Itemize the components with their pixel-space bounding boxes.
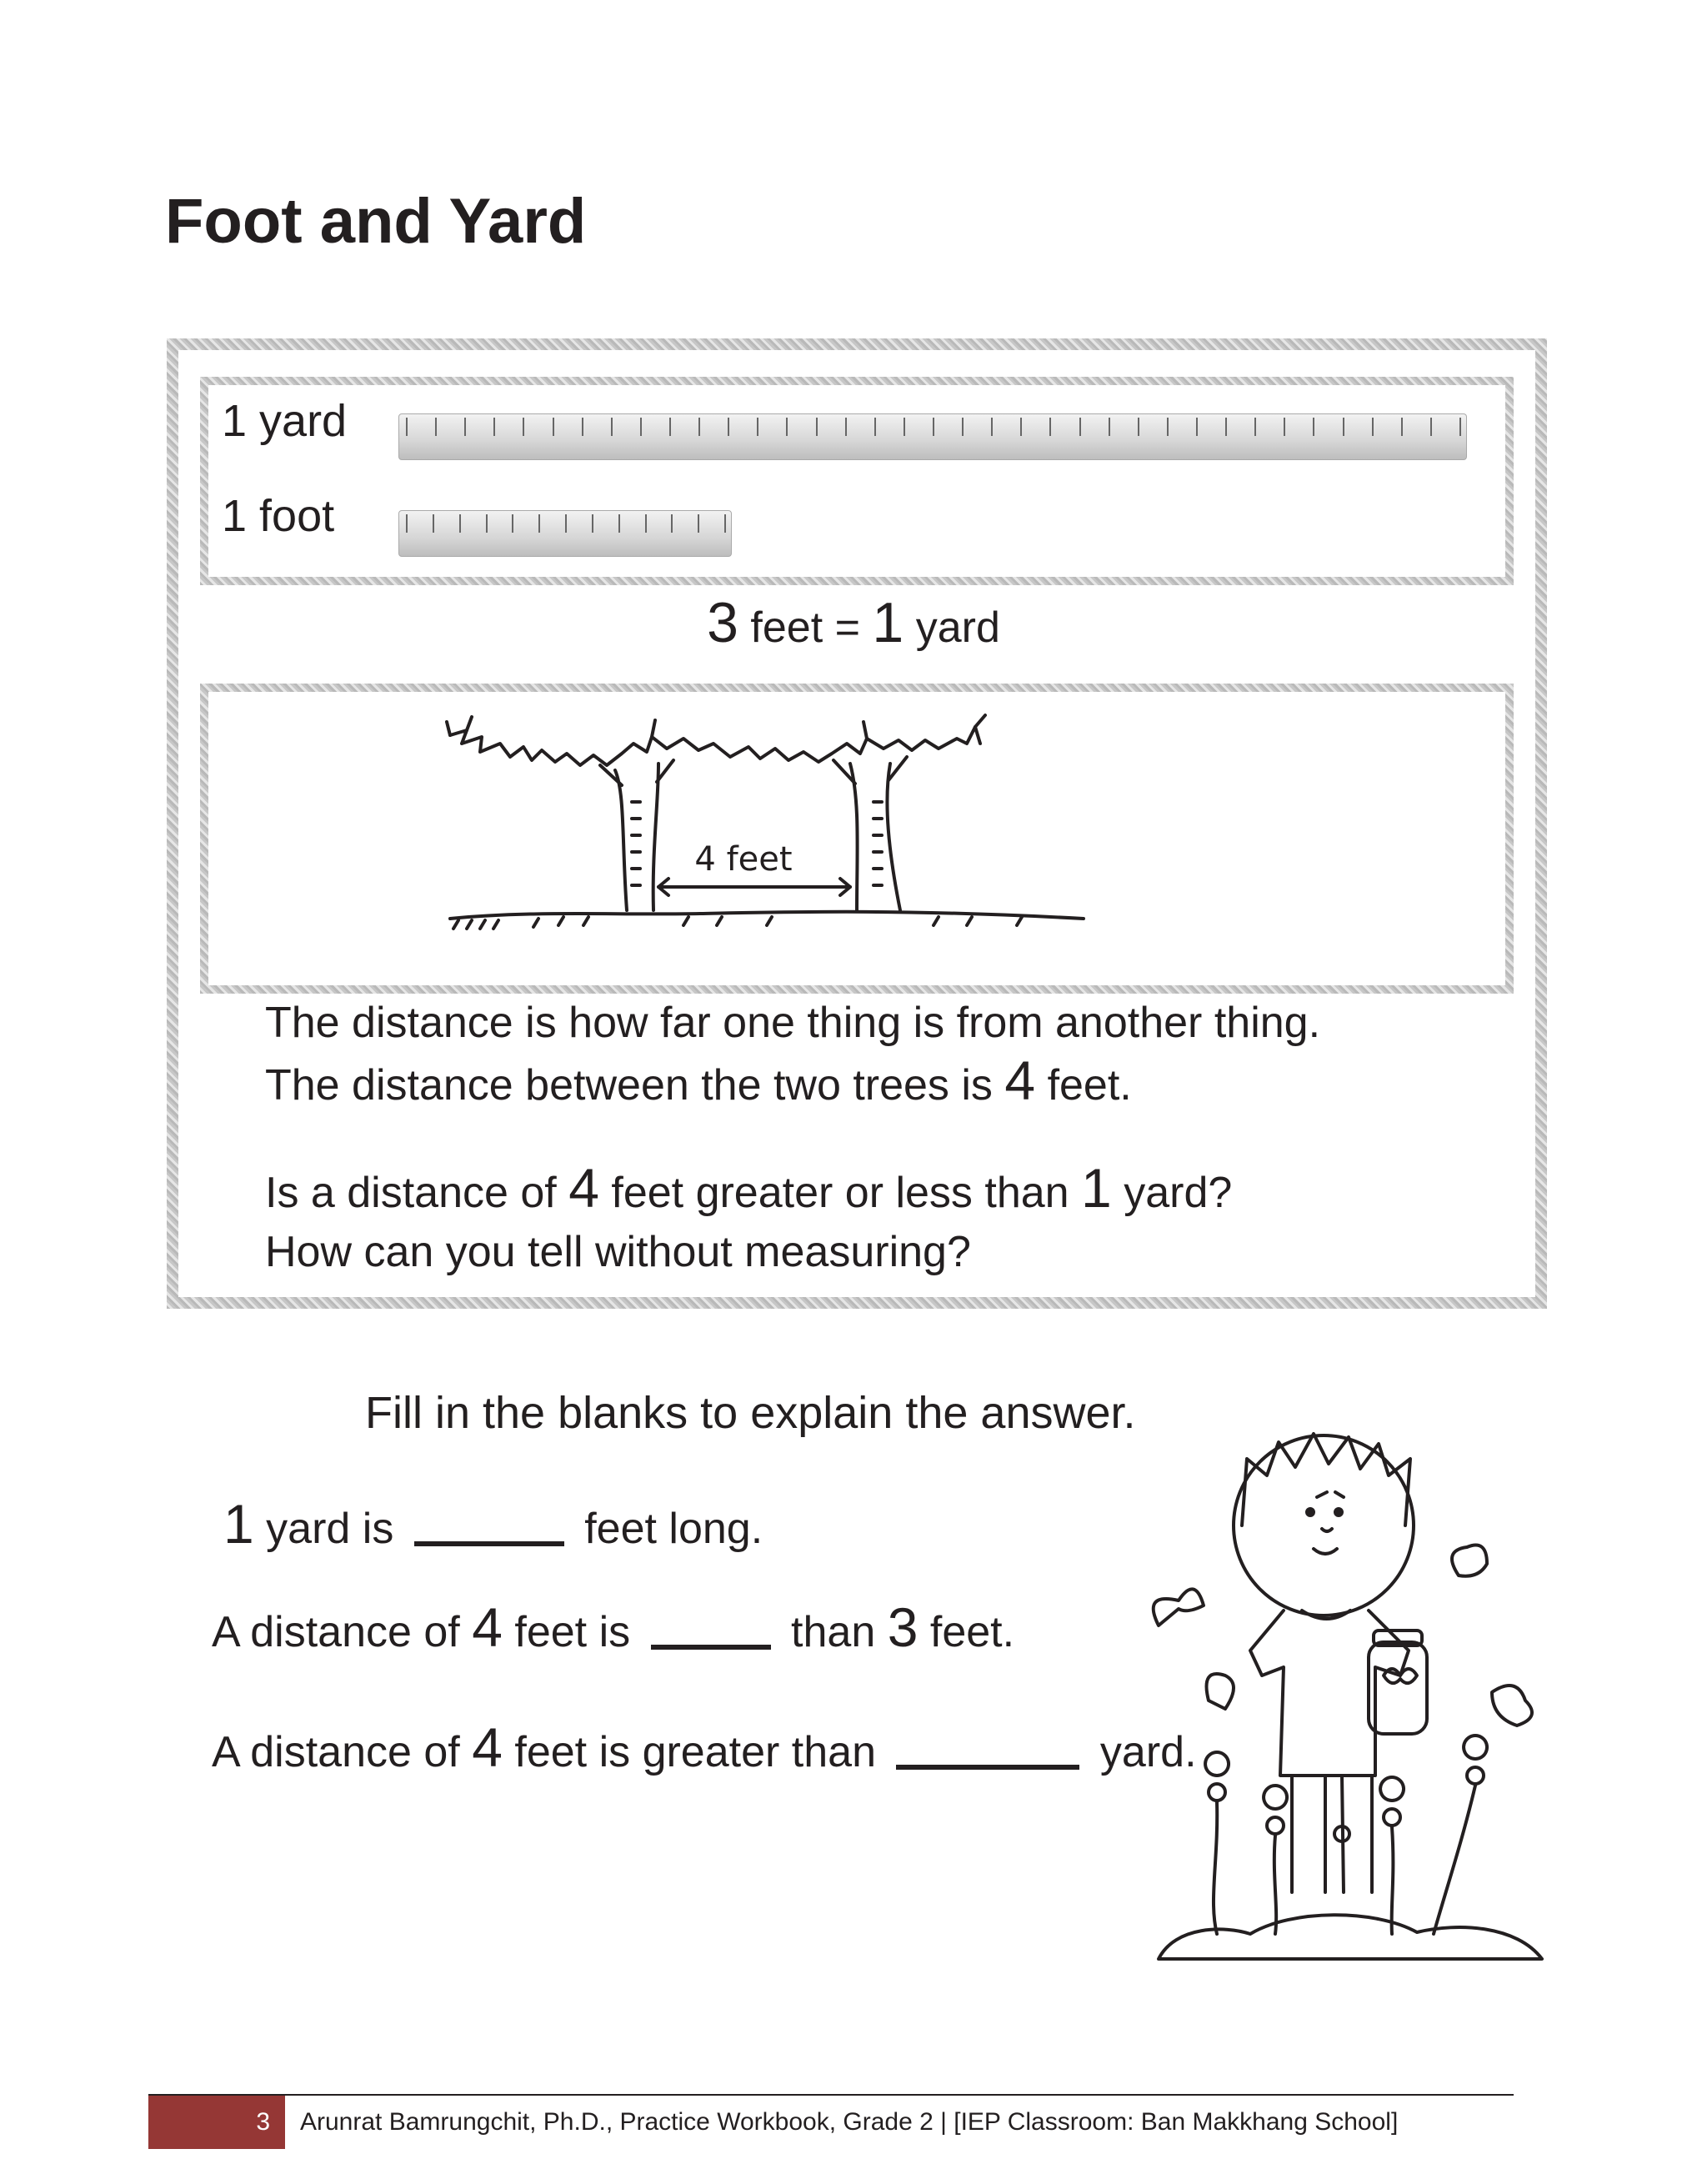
page-number: 3	[148, 2096, 285, 2149]
ruler-tick	[669, 418, 671, 436]
distance-definition	[265, 994, 1320, 1115]
page-title: Foot and Yard	[165, 186, 587, 257]
ruler-frame	[200, 377, 1514, 585]
ruler-tick	[816, 418, 818, 436]
ruler-tick	[1401, 418, 1403, 436]
blank-comparison[interactable]	[651, 1645, 771, 1650]
two-trees-illustration	[433, 710, 1117, 944]
ruler-tick	[874, 418, 876, 436]
ruler-tick	[1138, 418, 1139, 436]
ruler-tick	[512, 514, 513, 533]
question-line-1	[265, 1157, 1233, 1223]
sentence2-text-b: feet is	[514, 1608, 631, 1656]
foot-ruler	[398, 510, 732, 557]
tree-distance-number: 4	[1004, 1049, 1036, 1111]
ruler-tick	[991, 418, 993, 436]
definition-line: The distance is how far one thing is from another thing.	[265, 999, 1321, 1047]
ruler-tick	[435, 418, 437, 436]
ruler-tick	[1284, 418, 1285, 436]
equation-yard-unit: yard	[915, 604, 1000, 652]
ruler-tick	[618, 514, 620, 533]
ruler-tick	[523, 418, 524, 436]
footer-credit: Arunrat Bamrungchit, Ph.D., Practice Workbook, Grade 2 | [IEP Classroom: Ban Makkhang School]	[300, 2108, 1399, 2136]
ruler-tick	[538, 514, 540, 533]
ruler-tick	[845, 418, 847, 436]
question-feet-number: 4	[568, 1157, 599, 1219]
comparison-question	[265, 1157, 1233, 1281]
sentence2-text-d: feet.	[929, 1608, 1015, 1656]
ruler-tick	[1167, 418, 1169, 436]
ruler-tick	[464, 418, 466, 436]
equation-feet-unit: feet =	[750, 604, 860, 652]
sentence1-text-b: feet long.	[584, 1505, 763, 1553]
ruler-tick	[671, 514, 673, 533]
equation-yard-number: 1	[872, 591, 904, 654]
sentence2-number-b: 3	[887, 1596, 919, 1658]
yard-ruler	[398, 413, 1467, 460]
sentence2-text-a: A distance of	[212, 1608, 460, 1656]
tree-distance-unit: feet.	[1047, 1060, 1132, 1110]
ruler-tick	[933, 418, 934, 436]
ruler-tick	[1196, 418, 1198, 436]
boy-with-butterfly-jar-illustration	[1125, 1425, 1575, 1976]
ruler-tick	[724, 514, 726, 533]
ruler-tick	[1109, 418, 1110, 436]
tree-distance-text: The distance between the two trees is	[265, 1060, 993, 1110]
question-text-c: yard?	[1124, 1169, 1233, 1217]
ruler-tick	[486, 514, 488, 533]
ruler-tick	[611, 418, 613, 436]
fill-sentence-1	[223, 1492, 763, 1555]
ruler-tick	[565, 514, 567, 533]
blank-yard-count[interactable]	[896, 1765, 1079, 1770]
ruler-tick	[904, 418, 905, 436]
ruler-tick	[1049, 418, 1051, 436]
ruler-tick	[553, 418, 554, 436]
sentence3-number: 4	[472, 1716, 503, 1778]
foot-ruler-ticks	[406, 514, 724, 533]
blank-feet-per-yard[interactable]	[414, 1541, 564, 1546]
ruler-tick	[406, 418, 408, 436]
sentence3-text-b: feet is greater than	[514, 1728, 876, 1776]
ruler-tick	[1430, 418, 1432, 436]
ruler-tick	[1313, 418, 1314, 436]
fill-sentence-3	[212, 1716, 1197, 1779]
ruler-tick	[640, 418, 642, 436]
ruler-tick	[406, 514, 408, 533]
foot-label: 1 foot	[222, 491, 335, 541]
ruler-tick	[1254, 418, 1256, 436]
yard-label: 1 yard	[222, 396, 348, 446]
tree-distance-line	[265, 1049, 1320, 1115]
yard-ruler-ticks	[406, 418, 1459, 436]
ruler-tick	[757, 418, 758, 436]
ruler-tick	[592, 514, 593, 533]
ruler-tick	[786, 418, 788, 436]
ruler-tick	[459, 514, 461, 533]
question-text-a: Is a distance of	[265, 1169, 557, 1217]
question-text-b: feet greater or less than	[611, 1169, 1069, 1217]
question-line-2: How can you tell without measuring?	[265, 1227, 971, 1276]
sentence3-text-a: A distance of	[212, 1728, 460, 1776]
sentence1-number: 1	[223, 1493, 254, 1555]
ruler-tick	[1225, 418, 1227, 436]
conversion-equation	[0, 590, 1707, 655]
fill-in-heading: Fill in the blanks to explain the answer.	[365, 1388, 1136, 1438]
ruler-tick	[1020, 418, 1022, 436]
ruler-tick	[582, 418, 583, 436]
ruler-tick	[728, 418, 729, 436]
fill-sentence-2	[212, 1595, 1014, 1659]
ruler-tick	[698, 418, 700, 436]
sentence2-number-a: 4	[472, 1596, 503, 1658]
ruler-tick	[645, 514, 647, 533]
ruler-tick	[433, 514, 434, 533]
ruler-tick	[962, 418, 964, 436]
question-yard-number: 1	[1081, 1157, 1112, 1219]
ruler-tick	[698, 514, 699, 533]
sentence1-text-a: yard is	[266, 1505, 394, 1553]
sentence3-text-c: yard.	[1099, 1728, 1197, 1776]
ruler-tick	[1343, 418, 1344, 436]
ruler-tick	[1079, 418, 1081, 436]
equation-feet-number: 3	[707, 591, 738, 654]
distance-label: 4 feet	[694, 840, 793, 879]
ruler-tick	[493, 418, 495, 436]
sentence2-text-c: than	[791, 1608, 876, 1656]
ruler-tick	[1372, 418, 1374, 436]
ruler-tick	[1459, 418, 1461, 436]
